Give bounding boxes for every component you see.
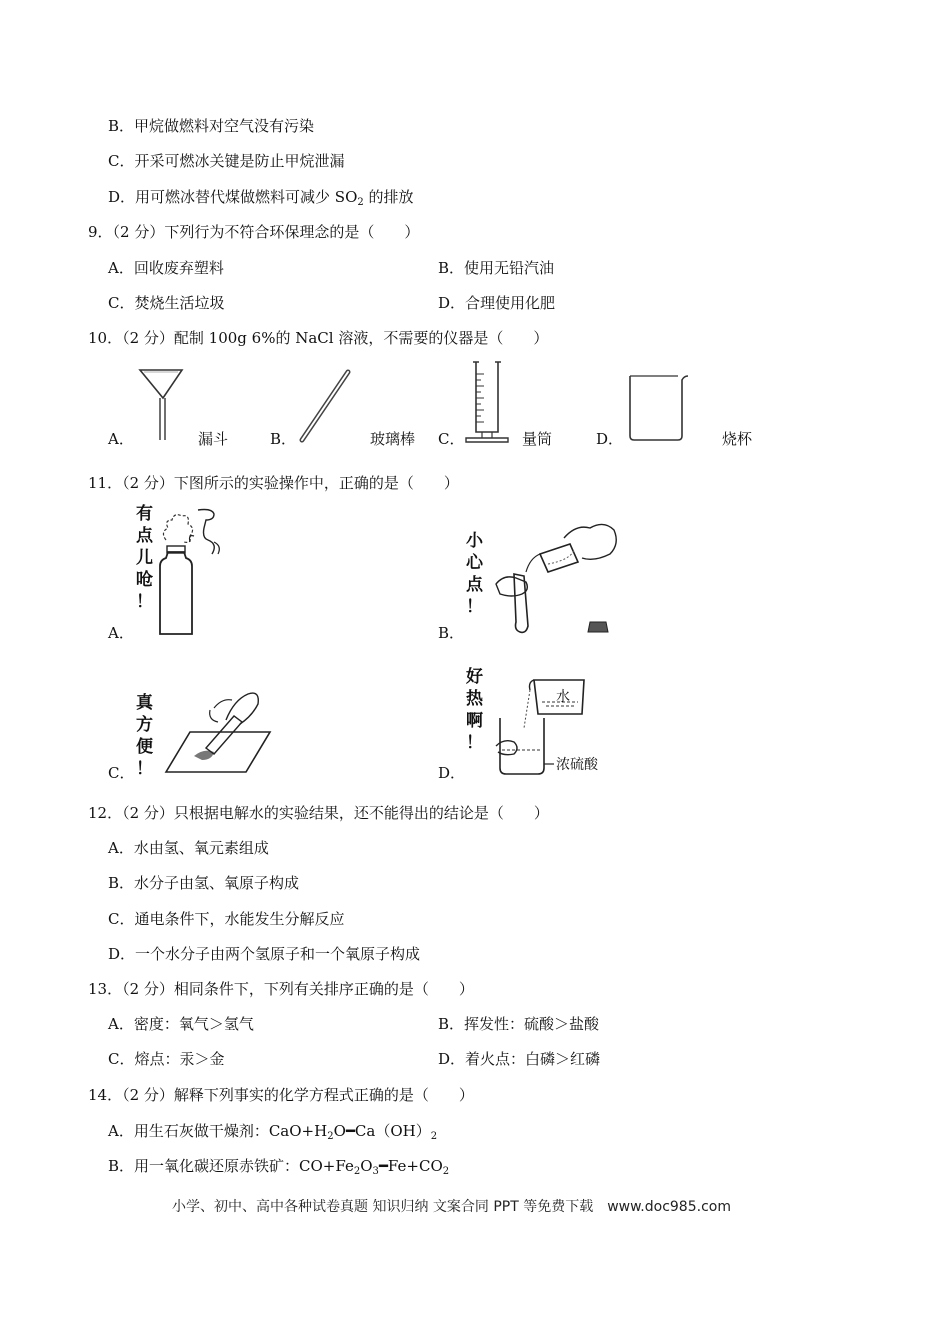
q11-option-c-letter: C． — [108, 764, 135, 782]
caption-char: 小 — [466, 531, 483, 551]
q12-stem: 12．（2 分）只根据电解水的实验结果，还不能得出的结论是（ ） — [88, 804, 549, 822]
caption-char: 真 — [136, 693, 153, 713]
q10-option-c-name: 量筒 — [522, 430, 553, 448]
q10-option-b-name: 玻璃棒 — [370, 430, 416, 448]
q12-option-d: D．一个水分子由两个氢原子和一个氧原子构成 — [108, 945, 421, 963]
q11-option-a-caption — [136, 503, 156, 613]
q8-option-d-subscript: 2 — [357, 197, 364, 208]
q11-option-d-letter: D． — [438, 764, 466, 782]
q13-option-a: A．密度：氧气＞氢气 — [108, 1015, 254, 1033]
q8-option-d-suffix: 的排放 — [363, 188, 414, 206]
q11-option-b-caption — [466, 530, 486, 618]
beaker-icon — [626, 374, 690, 444]
q8-option-d-text: D．用可燃冰替代煤做燃料可减少 SO — [108, 188, 358, 206]
subscript: 2 — [353, 1166, 361, 1177]
q13-stem: 13．（2 分）相同条件下，下列有关排序正确的是（ ） — [88, 980, 474, 998]
q13-option-b: B．挥发性：硫酸＞盐酸 — [438, 1015, 600, 1033]
q12-option-a: A．水由氢、氧元素组成 — [108, 839, 269, 857]
caption-char: 心 — [466, 553, 483, 573]
q11-option-d-caption — [466, 666, 486, 754]
caption-char: 方 — [136, 715, 153, 735]
q11-option-d-water-label: 水 — [556, 689, 570, 705]
q10-option-c-letter: C． — [438, 430, 465, 448]
q10-option-a-name: 漏斗 — [198, 430, 229, 448]
page-footer: 小学、初中、高中各种试卷真题 知识归纳 文案合同 PPT 等免费下载 www.doc985.com — [172, 1199, 731, 1215]
gas-bottle-smelling-illustration — [154, 506, 234, 640]
q13-option-c: C．熔点：汞＞金 — [108, 1050, 225, 1068]
q14-option-a-text: A．用生石灰做干燥剂：CaO+H — [108, 1122, 328, 1140]
q11-option-c-caption — [136, 692, 156, 780]
q11-option-a-letter: A． — [108, 624, 134, 642]
subscript: 2 — [442, 1166, 450, 1177]
q14-option-b-text: B．用一氧化碳还原赤铁矿：CO+Fe — [108, 1157, 354, 1175]
q10-option-d-letter: D． — [596, 430, 624, 448]
caption-char: 便 — [136, 737, 153, 757]
caption-char: ！ — [466, 597, 483, 617]
caption-char: 点 — [136, 526, 153, 546]
q10-option-d-name: 烧杯 — [722, 430, 753, 448]
caption-char: 热 — [466, 689, 483, 709]
q10-stem: 10．（2 分）配制 100g 6%的 NaCl 溶液，不需要的仪器是（ ） — [88, 329, 549, 347]
caption-char: 点 — [466, 575, 483, 595]
caption-char: ！ — [136, 592, 153, 612]
q8-option-c: C．开采可燃冰关键是防止甲烷泄漏 — [108, 152, 345, 170]
caption-char: 儿 — [136, 548, 153, 568]
pouring-liquid-illustration — [490, 514, 630, 638]
caption-char: ！ — [466, 733, 483, 753]
q11-option-b-letter: B． — [438, 624, 465, 642]
q9-option-b: B．使用无铅汽油 — [438, 259, 555, 277]
q9-option-a: A．回收废弃塑料 — [108, 259, 224, 277]
q14-option-a-text-mid: O━Ca（OH） — [333, 1122, 431, 1140]
q14-option-a — [108, 1121, 437, 1141]
q14-option-b-text-post: ━Fe+CO — [378, 1157, 443, 1175]
q14-stem: 14．（2 分）解释下列事实的化学方程式正确的是（ ） — [88, 1086, 474, 1104]
q12-option-c: C．通电条件下，水能发生分解反应 — [108, 910, 345, 928]
q8-option-d — [108, 187, 414, 207]
caption-char: 有 — [136, 504, 153, 524]
caption-char: 啊 — [466, 711, 483, 731]
caption-char: ！ — [136, 759, 153, 779]
pipette-on-paper-illustration — [164, 680, 274, 776]
caption-char: 好 — [466, 667, 483, 687]
caption-char: 呛 — [136, 570, 153, 590]
subscript: 2 — [430, 1131, 438, 1142]
funnel-icon — [138, 368, 188, 444]
q11-option-d-acid-label: 浓硫酸 — [556, 757, 598, 773]
q10-option-b-letter: B． — [270, 430, 297, 448]
q8-option-b: B．甲烷做燃料对空气没有污染 — [108, 117, 315, 135]
q14-option-b-text-mid: O — [360, 1157, 373, 1175]
q11-stem: 11．（2 分）下图所示的实验操作中，正确的是（ ） — [88, 474, 459, 492]
q13-option-d: D．着火点：白磷＞红磷 — [438, 1050, 601, 1068]
subscript: 2 — [327, 1131, 334, 1142]
glass-rod-icon — [296, 368, 356, 444]
q12-option-b: B．水分子由氢、氧原子构成 — [108, 874, 300, 892]
q14-option-b — [108, 1156, 449, 1176]
subscript: 3 — [372, 1166, 379, 1177]
q9-option-c: C．焚烧生活垃圾 — [108, 294, 225, 312]
q9-option-d: D．合理使用化肥 — [438, 294, 556, 312]
graduated-cylinder-icon — [462, 360, 512, 444]
q9-stem: 9．（2 分）下列行为不符合环保理念的是（ ） — [88, 223, 420, 241]
q10-option-a-letter: A． — [108, 430, 134, 448]
